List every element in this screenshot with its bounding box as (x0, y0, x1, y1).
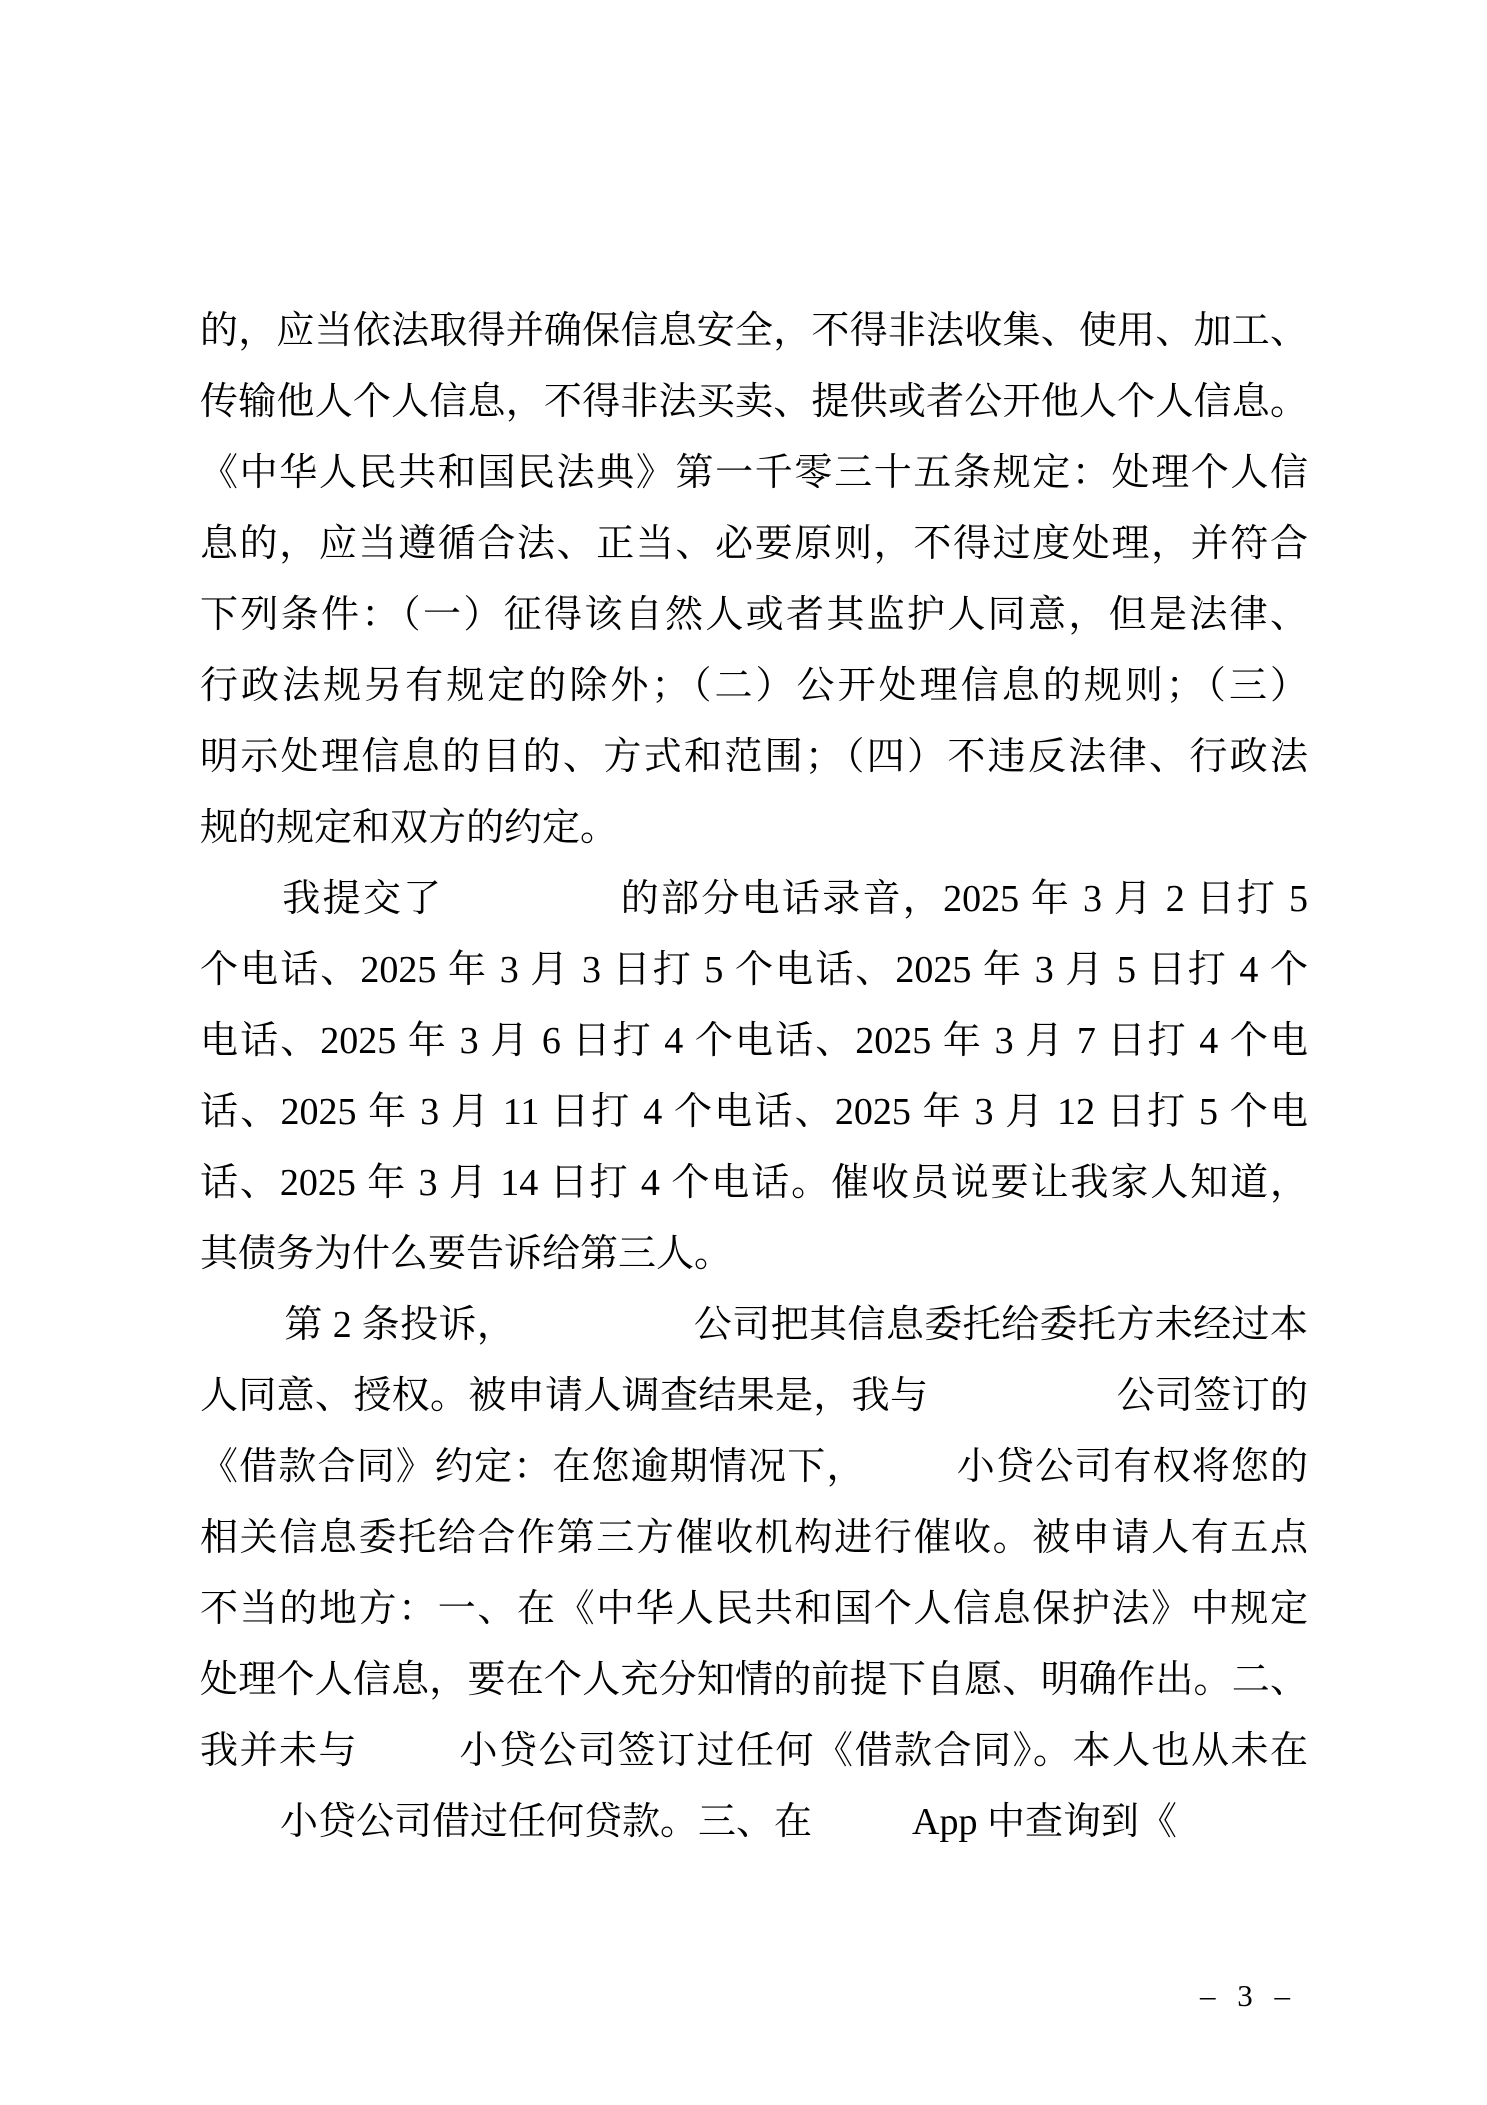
text-line (200, 1006, 1308, 1077)
text-segment: 息的，应当遵循合法、正当、必要原则，不得过度处理，并符合 (200, 523, 1308, 565)
text-segment: 小贷公司有权将您的 (955, 1446, 1308, 1488)
paragraph-indent (200, 909, 280, 911)
text-segment: 个电话、2025 年 3 月 3 日打 5 个电话、2025 年 3 月 5 日打 4 个 (200, 949, 1308, 991)
text-segment: 我并未与 (200, 1730, 358, 1772)
text-segment: 相关信息委托给合作第三方催收机构进行催收。被申请人有五点 (200, 1517, 1308, 1559)
text-line (200, 793, 1308, 864)
text-line (200, 1503, 1308, 1574)
text-line (200, 1361, 1308, 1432)
text-line (200, 1645, 1308, 1716)
text-segment: 话、2025 年 3 月 14 日打 4 个电话。催收员说要让我家人知道， (200, 1162, 1308, 1204)
text-segment: 规的规定和双方的约定。 (200, 807, 619, 849)
redacted-blank (866, 1477, 956, 1479)
text-segment: 公司签订的 (1116, 1375, 1308, 1417)
text-line (200, 1574, 1308, 1645)
text-segment: 人同意、授权。被申请人调查结果是，我与 (200, 1375, 929, 1417)
text-line (200, 864, 1308, 935)
redacted-blank (200, 1832, 280, 1834)
text-line (200, 367, 1308, 438)
redacted-blank (515, 1335, 693, 1337)
text-segment: 的，应当依法取得并确保信息安全，不得非法收集、使用、加工、 (200, 310, 1308, 352)
page-number: – 3 – (1200, 1978, 1292, 2013)
text-segment: 其债务为什么要告诉给第三人。 (200, 1233, 733, 1275)
text-line (200, 1787, 1308, 1858)
text-line (200, 935, 1308, 1006)
text-line (200, 296, 1308, 367)
text-line (200, 722, 1308, 793)
text-line (200, 438, 1308, 509)
text-line (200, 651, 1308, 722)
text-segment: App 中查询到《 (912, 1801, 1177, 1843)
text-segment: 传输他人个人信息，不得非法买卖、提供或者公开他人个人信息。 (200, 381, 1308, 423)
text-line (200, 1716, 1308, 1787)
text-segment: 明示处理信息的目的、方式和范围；（四）不违反法律、行政法 (200, 736, 1308, 778)
text-segment: 的部分电话录音，2025 年 3 月 2 日打 5 (618, 878, 1308, 920)
redacted-blank (443, 909, 618, 911)
redacted-blank (358, 1761, 458, 1763)
text-segment: 小贷公司签订过任何《借款合同》。本人也从未在 (458, 1730, 1308, 1772)
text-segment: 我提交了 (280, 878, 444, 920)
text-segment: 不当的地方：一、在《中华人民共和国个人信息保护法》中规定 (200, 1588, 1308, 1630)
text-segment: 第 2 条投诉， (284, 1304, 516, 1346)
text-segment: 话、2025 年 3 月 11 日打 4 个电话、2025 年 3 月 12 日打 5 个电 (200, 1091, 1308, 1133)
text-line (200, 580, 1308, 651)
text-line (200, 509, 1308, 580)
text-segment: 《借款合同》约定：在您逾期情况下， (200, 1446, 866, 1488)
text-segment: 电话、2025 年 3 月 6 日打 4 个电话、2025 年 3 月 7 日打 4 个电 (200, 1020, 1308, 1062)
text-segment: 处理个人信息，要在个人充分知情的前提下自愿、明确作出。二、 (200, 1659, 1308, 1701)
text-segment: 《中华人民共和国民法典》第一千零三十五条规定：处理个人信 (200, 452, 1308, 494)
paragraph-indent (200, 1335, 284, 1337)
text-segment: 下列条件：（一）征得该自然人或者其监护人同意，但是法律、 (200, 594, 1308, 636)
text-line (200, 1290, 1308, 1361)
document-body (200, 296, 1308, 1858)
text-segment: 行政法规另有规定的除外；（二）公开处理信息的规则；（三） (200, 665, 1308, 707)
text-segment: 公司把其信息委托给委托方未经过本 (693, 1304, 1308, 1346)
text-segment: 小贷公司借过任何贷款。三、在 (280, 1801, 813, 1843)
text-line (200, 1219, 1308, 1290)
text-line (200, 1148, 1308, 1219)
text-line (200, 1432, 1308, 1503)
redacted-blank (812, 1832, 912, 1834)
text-line (200, 1077, 1308, 1148)
redacted-blank (928, 1406, 1116, 1408)
